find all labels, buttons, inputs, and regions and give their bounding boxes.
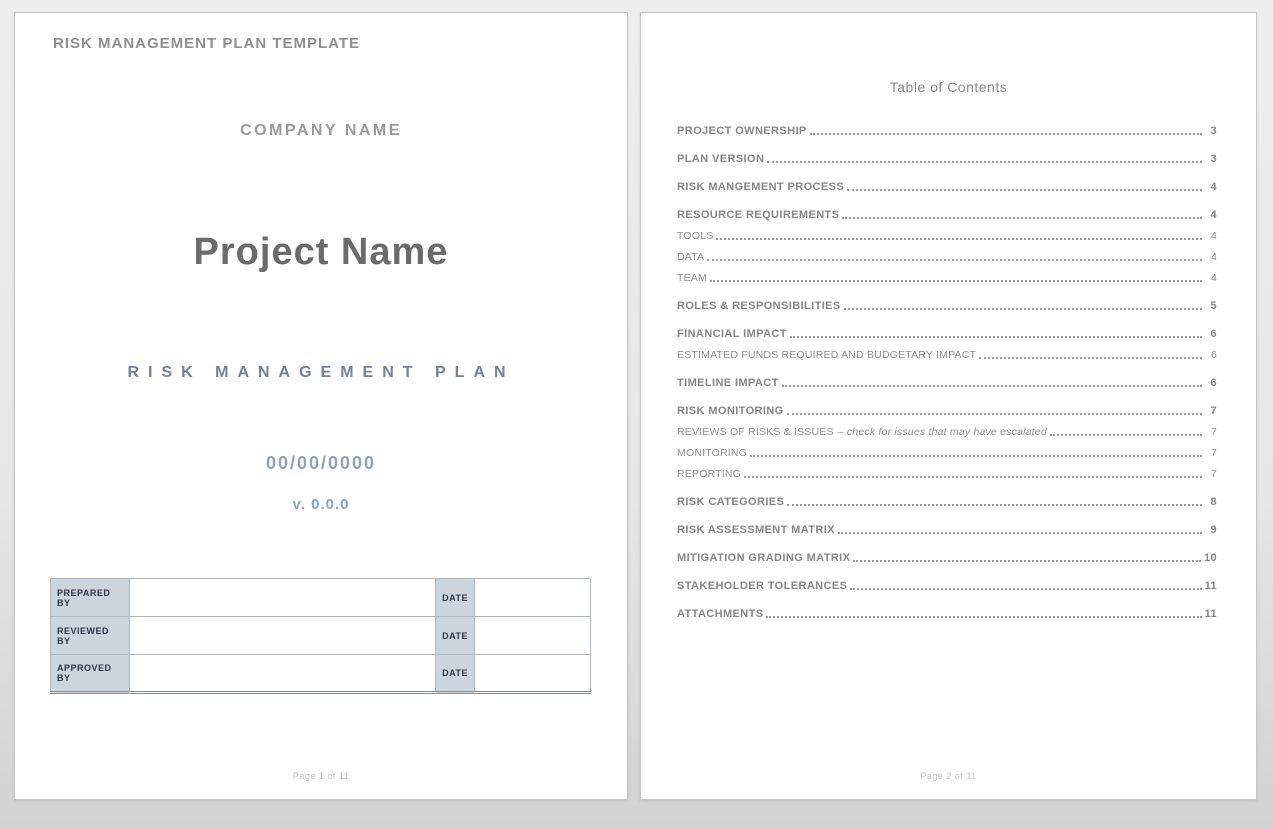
toc-entry[interactable] bbox=[677, 405, 1217, 417]
toc-page-number: 3 bbox=[1210, 153, 1217, 165]
toc-page-number: 8 bbox=[1210, 496, 1217, 508]
toc-page-number: 7 bbox=[1210, 426, 1217, 438]
toc-page-number: 5 bbox=[1210, 300, 1217, 312]
toc-page-number: 9 bbox=[1210, 524, 1217, 536]
toc-entry[interactable] bbox=[677, 125, 1217, 137]
toc-page-number: 3 bbox=[1210, 125, 1217, 137]
toc-page-number: 4 bbox=[1210, 209, 1217, 221]
toc-entry[interactable] bbox=[677, 608, 1217, 620]
toc-dot-leader bbox=[744, 476, 1202, 478]
toc-dot-leader bbox=[844, 308, 1202, 310]
toc-dot-leader bbox=[710, 280, 1202, 282]
toc-dot-leader bbox=[707, 259, 1202, 261]
document-template-title: RISK MANAGEMENT PLAN TEMPLATE bbox=[53, 35, 361, 52]
sig-name-field[interactable] bbox=[129, 617, 435, 655]
toc-page-number: 4 bbox=[1210, 251, 1217, 263]
toc-entry-label: PROJECT OWNERSHIP bbox=[677, 125, 807, 137]
toc-page-number: 4 bbox=[1210, 272, 1217, 284]
toc-entry-note: – check for issues that may have escalated bbox=[837, 426, 1047, 438]
toc-entry[interactable] bbox=[677, 181, 1217, 193]
toc-dot-leader bbox=[850, 588, 1201, 590]
plan-subtitle: RISK MANAGEMENT PLAN bbox=[127, 364, 515, 381]
signature-table bbox=[50, 578, 591, 694]
toc-entry-label: TEAM bbox=[677, 272, 707, 284]
signature-row bbox=[51, 579, 591, 617]
toc-entry-label: MITIGATION GRADING MATRIX bbox=[677, 552, 851, 564]
toc-page-number: 4 bbox=[1210, 181, 1217, 193]
toc-list bbox=[677, 109, 1217, 620]
toc-entry[interactable] bbox=[677, 300, 1217, 312]
toc-dot-leader bbox=[1050, 434, 1202, 436]
toc-entry[interactable] bbox=[677, 426, 1217, 438]
toc-entry[interactable] bbox=[677, 377, 1217, 389]
sig-role-label: REVIEWED BY bbox=[51, 617, 130, 655]
toc-dot-leader bbox=[838, 532, 1202, 534]
signature-row bbox=[51, 655, 591, 693]
toc-entry[interactable] bbox=[677, 496, 1217, 508]
toc-page-number: 10 bbox=[1203, 552, 1217, 564]
toc-entry[interactable] bbox=[677, 552, 1217, 564]
page2-footer: Page 2 of 11 bbox=[920, 771, 977, 781]
toc-entry-label: RISK ASSESSMENT MATRIX bbox=[677, 524, 835, 536]
toc-entry-label: TIMELINE IMPACT bbox=[677, 377, 779, 389]
signature-row bbox=[51, 617, 591, 655]
toc-entry-label: ROLES & RESPONSIBILITIES bbox=[677, 300, 841, 312]
toc-entry-label: ATTACHMENTS bbox=[677, 608, 764, 620]
toc-entry[interactable] bbox=[677, 230, 1217, 242]
toc-entry-label: STAKEHOLDER TOLERANCES bbox=[677, 580, 848, 592]
project-name[interactable]: Project Name bbox=[193, 231, 449, 273]
sig-date-field[interactable] bbox=[474, 579, 590, 617]
sig-date-label: DATE bbox=[436, 655, 475, 693]
sig-date-label: DATE bbox=[436, 579, 475, 617]
toc-entry-label: RISK MONITORING bbox=[677, 405, 784, 417]
toc-entry[interactable] bbox=[677, 524, 1217, 536]
toc-page-number: 7 bbox=[1210, 405, 1217, 417]
toc-entry-label: REVIEWS OF RISKS & ISSUES bbox=[677, 426, 834, 438]
toc-dot-leader bbox=[979, 357, 1202, 359]
toc-page-number: 7 bbox=[1210, 468, 1217, 480]
toc-dot-leader bbox=[787, 413, 1202, 415]
sig-date-label: DATE bbox=[436, 617, 475, 655]
toc-entry[interactable] bbox=[677, 349, 1217, 361]
toc-page-number: 6 bbox=[1210, 349, 1217, 361]
sig-date-field[interactable] bbox=[474, 617, 590, 655]
toc-page bbox=[640, 12, 1257, 800]
toc-entry[interactable] bbox=[677, 251, 1217, 263]
sig-name-field[interactable] bbox=[129, 579, 435, 617]
toc-entry-label: FINANCIAL IMPACT bbox=[677, 328, 787, 340]
toc-dot-leader bbox=[782, 385, 1202, 387]
toc-entry[interactable] bbox=[677, 153, 1217, 165]
toc-entry[interactable] bbox=[677, 580, 1217, 592]
toc-entry-label: MONITORING bbox=[677, 447, 748, 459]
sig-date-field[interactable] bbox=[474, 655, 590, 693]
toc-page-number: 6 bbox=[1210, 328, 1217, 340]
toc-dot-leader bbox=[810, 133, 1202, 135]
toc-dot-leader bbox=[790, 336, 1202, 338]
company-name[interactable]: COMPANY NAME bbox=[240, 122, 402, 139]
plan-date[interactable]: 00/00/0000 bbox=[265, 453, 377, 473]
toc-page-number: 4 bbox=[1210, 230, 1217, 242]
toc-entry[interactable] bbox=[677, 272, 1217, 284]
toc-entry-label: RISK MANGEMENT PROCESS bbox=[677, 181, 845, 193]
sig-role-label: PREPARED BY bbox=[51, 579, 130, 617]
toc-page-number: 11 bbox=[1204, 580, 1217, 592]
page1-footer: Page 1 of 11 bbox=[292, 771, 350, 781]
toc-page-number: 11 bbox=[1204, 608, 1217, 620]
toc-entry[interactable] bbox=[677, 209, 1217, 221]
toc-entry-label: RISK CATEGORIES bbox=[677, 496, 785, 508]
toc-dot-leader bbox=[750, 455, 1202, 457]
toc-entry-label: PLAN VERSION bbox=[677, 153, 765, 165]
toc-entry-label: DATA bbox=[677, 251, 705, 263]
toc-entry-label: ESTIMATED FUNDS REQUIRED AND BUDGETARY IMPACT bbox=[677, 349, 977, 361]
toc-page-number: 6 bbox=[1210, 377, 1217, 389]
toc-dot-leader bbox=[716, 238, 1202, 240]
toc-dot-leader bbox=[766, 616, 1201, 618]
sig-name-field[interactable] bbox=[129, 655, 435, 693]
toc-dot-leader bbox=[842, 217, 1202, 219]
toc-page-number: 7 bbox=[1210, 447, 1217, 459]
toc-dot-leader bbox=[767, 161, 1202, 163]
plan-version[interactable]: v. 0.0.0 bbox=[292, 496, 350, 513]
toc-entry[interactable] bbox=[677, 447, 1217, 459]
toc-dot-leader bbox=[787, 504, 1202, 506]
toc-entry[interactable] bbox=[677, 328, 1217, 340]
signature-table-body bbox=[51, 579, 591, 693]
toc-entry-label: TOOLS bbox=[677, 230, 714, 242]
cover-page bbox=[14, 12, 628, 800]
toc-dot-leader bbox=[853, 560, 1201, 562]
toc-dot-leader bbox=[847, 189, 1202, 191]
toc-entry-label: RESOURCE REQUIREMENTS bbox=[677, 209, 840, 221]
toc-entry[interactable] bbox=[677, 468, 1217, 480]
sig-role-label: APPROVED BY bbox=[51, 655, 130, 693]
toc-title: Table of Contents bbox=[889, 79, 1008, 95]
toc-entry-label: REPORTING bbox=[677, 468, 742, 480]
